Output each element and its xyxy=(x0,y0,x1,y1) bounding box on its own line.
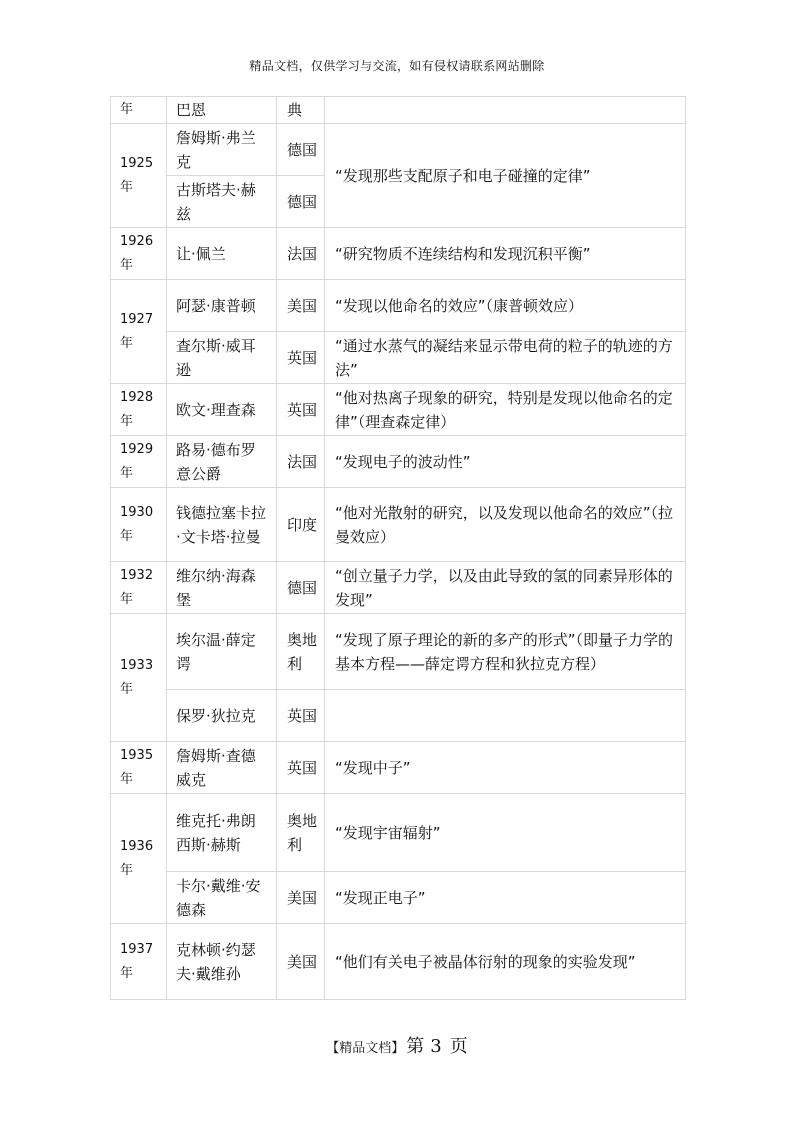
country-cell: 奥地利 xyxy=(277,614,325,690)
page-header: 精品文档，仅供学习与交流，如有侵权请联系网站删除 xyxy=(249,59,545,73)
laureate-name-cell: 保罗·狄拉克 xyxy=(167,690,277,742)
table-row xyxy=(111,924,686,1000)
reason-cell: “研究物质不连续结构和发现沉积平衡” xyxy=(325,228,686,280)
year-cell: 1935年 xyxy=(111,742,167,794)
reason-cell: “他对热离子现象的研究，特别是发现以他命名的定律”（理查森定律） xyxy=(325,384,686,436)
table-row xyxy=(111,124,686,176)
footer-page-word: 第 xyxy=(406,1036,425,1057)
country-cell: 英国 xyxy=(277,690,325,742)
country-cell: 德国 xyxy=(277,124,325,176)
year-cell: 1925年 xyxy=(111,124,167,228)
reason-cell: “他对光散射的研究，以及发现以他命名的效应”（拉曼效应） xyxy=(325,488,686,562)
table-row xyxy=(111,872,686,924)
reason-cell: “他们有关电子被晶体衍射的现象的实验发现” xyxy=(325,924,686,1000)
year-cell: 年 xyxy=(111,97,167,124)
year-cell: 1926年 xyxy=(111,228,167,280)
reason-cell: “发现正电子” xyxy=(325,872,686,924)
table-row xyxy=(111,332,686,384)
reason-cell: “发现了原子理论的新的多产的形式”（即量子力学的基本方程——薛定谔方程和狄拉克方程） xyxy=(325,614,686,690)
table-row xyxy=(111,97,686,124)
year-cell: 1936年 xyxy=(111,794,167,924)
year-cell: 1928年 xyxy=(111,384,167,436)
reason-cell: “发现那些支配原子和电子碰撞的定律” xyxy=(325,124,686,228)
laureate-name-cell: 维尔纳·海森堡 xyxy=(167,562,277,614)
year-cell: 1937年 xyxy=(111,924,167,1000)
laureate-name-cell: 钱德拉塞卡拉·文卡塔·拉曼 xyxy=(167,488,277,562)
reason-cell: “发现电子的波动性” xyxy=(325,436,686,488)
country-cell: 英国 xyxy=(277,742,325,794)
country-cell: 典 xyxy=(277,97,325,124)
table-row xyxy=(111,228,686,280)
laureate-name-cell: 埃尔温·薛定谔 xyxy=(167,614,277,690)
table-row xyxy=(111,488,686,562)
country-cell: 法国 xyxy=(277,228,325,280)
country-cell: 美国 xyxy=(277,872,325,924)
laureate-name-cell: 欧文·理查森 xyxy=(167,384,277,436)
year-cell: 1933年 xyxy=(111,614,167,742)
reason-cell xyxy=(325,97,686,124)
footer-page-unit: 页 xyxy=(449,1036,468,1057)
reason-cell: “发现宇宙辐射” xyxy=(325,794,686,872)
laureate-name-cell: 维克托·弗朗西斯·赫斯 xyxy=(167,794,277,872)
table-row xyxy=(111,614,686,690)
table-row xyxy=(111,280,686,332)
laureate-name-cell: 巴恩 xyxy=(167,97,277,124)
reason-cell: “创立量子力学，以及由此导致的氢的同素异形体的发现” xyxy=(325,562,686,614)
laureate-name-cell: 让·佩兰 xyxy=(167,228,277,280)
footer-label: 【精品文档】 xyxy=(326,1041,405,1056)
reason-cell xyxy=(325,690,686,742)
reason-cell: “发现中子” xyxy=(325,742,686,794)
country-cell: 美国 xyxy=(277,280,325,332)
laureate-name-cell: 詹姆斯·弗兰克 xyxy=(167,124,277,176)
nobel-laureates-table xyxy=(110,96,686,1000)
country-cell: 德国 xyxy=(277,176,325,228)
laureate-name-cell: 古斯塔夫·赫兹 xyxy=(167,176,277,228)
reason-cell: “通过水蒸气的凝结来显示带电荷的粒子的轨迹的方法” xyxy=(325,332,686,384)
country-cell: 英国 xyxy=(277,332,325,384)
laureate-name-cell: 卡尔·戴维·安德森 xyxy=(167,872,277,924)
country-cell: 法国 xyxy=(277,436,325,488)
table-row xyxy=(111,436,686,488)
table-row xyxy=(111,690,686,742)
laureate-name-cell: 克林顿·约瑟夫·戴维孙 xyxy=(167,924,277,1000)
year-cell: 1932年 xyxy=(111,562,167,614)
footer-page-number: 3 xyxy=(430,1036,442,1057)
table-row xyxy=(111,562,686,614)
country-cell: 英国 xyxy=(277,384,325,436)
year-cell: 1930年 xyxy=(111,488,167,562)
country-cell: 德国 xyxy=(277,562,325,614)
country-cell: 奥地利 xyxy=(277,794,325,872)
laureate-name-cell: 阿瑟·康普顿 xyxy=(167,280,277,332)
laureate-name-cell: 路易·德布罗意公爵 xyxy=(167,436,277,488)
table-row xyxy=(111,794,686,872)
country-cell: 美国 xyxy=(277,924,325,1000)
laureate-name-cell: 詹姆斯·查德威克 xyxy=(167,742,277,794)
page-footer xyxy=(0,1032,794,1058)
year-cell: 1927年 xyxy=(111,280,167,384)
table-row xyxy=(111,742,686,794)
table-row xyxy=(111,384,686,436)
reason-cell: “发现以他命名的效应”（康普顿效应） xyxy=(325,280,686,332)
year-cell: 1929年 xyxy=(111,436,167,488)
country-cell: 印度 xyxy=(277,488,325,562)
laureate-name-cell: 查尔斯·威耳逊 xyxy=(167,332,277,384)
